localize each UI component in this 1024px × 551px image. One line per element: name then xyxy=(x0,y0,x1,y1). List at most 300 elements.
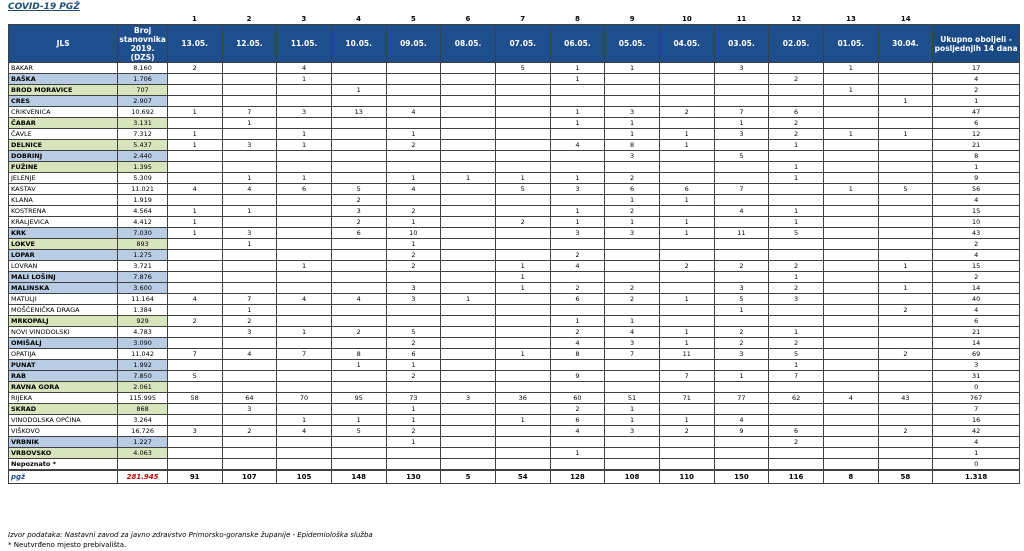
case-count-cell xyxy=(222,283,277,294)
case-count-cell xyxy=(823,415,878,426)
case-count-cell xyxy=(167,118,222,129)
case-count-cell xyxy=(331,459,386,471)
case-count-cell xyxy=(222,338,277,349)
header-date: 08.05. xyxy=(441,25,496,63)
case-count-cell: 5 xyxy=(769,349,824,360)
case-count-cell: 2 xyxy=(386,371,441,382)
case-count-cell xyxy=(167,283,222,294)
case-count-cell xyxy=(769,85,824,96)
case-count-cell xyxy=(878,272,933,283)
case-count-cell xyxy=(714,74,769,85)
column-number: 8 xyxy=(574,14,580,23)
case-count-cell xyxy=(277,305,332,316)
table-row xyxy=(9,217,1020,228)
case-count-cell xyxy=(386,151,441,162)
case-count-cell xyxy=(878,459,933,471)
case-count-cell: 2 xyxy=(331,327,386,338)
pgz-logo: pgž xyxy=(9,470,118,484)
case-count-cell xyxy=(878,338,933,349)
case-count-cell xyxy=(441,118,496,129)
case-count-cell: 11 xyxy=(714,228,769,239)
case-count-cell xyxy=(277,118,332,129)
population-cell: 707 xyxy=(118,85,168,96)
municipality-name: RAVNA GORA xyxy=(9,382,118,393)
municipality-name: MALINSKA xyxy=(9,283,118,294)
case-count-cell xyxy=(550,437,605,448)
case-count-cell: 7 xyxy=(659,371,714,382)
case-count-cell: 3 xyxy=(714,349,769,360)
case-count-cell xyxy=(550,360,605,371)
case-count-cell xyxy=(167,239,222,250)
table-row xyxy=(9,294,1020,305)
case-count-cell xyxy=(659,360,714,371)
table-row xyxy=(9,415,1020,426)
daily-total-cell: 107 xyxy=(222,470,277,484)
case-count-cell: 5 xyxy=(167,371,222,382)
case-count-cell xyxy=(222,74,277,85)
case-count-cell xyxy=(277,459,332,471)
municipality-name: OPATIJA xyxy=(9,349,118,360)
municipality-name: ČAVLE xyxy=(9,129,118,140)
municipality-name: LOPAR xyxy=(9,250,118,261)
municipality-name: BAŠKA xyxy=(9,74,118,85)
table-row xyxy=(9,250,1020,261)
case-count-cell xyxy=(331,173,386,184)
case-count-cell xyxy=(878,382,933,393)
row-total-cell: 21 xyxy=(933,140,1020,151)
table-row xyxy=(9,195,1020,206)
case-count-cell xyxy=(222,448,277,459)
daily-total-cell: 108 xyxy=(605,470,660,484)
population-cell: 1.706 xyxy=(118,74,168,85)
case-count-cell: 2 xyxy=(714,327,769,338)
case-count-cell xyxy=(878,294,933,305)
case-count-cell xyxy=(167,272,222,283)
case-count-cell xyxy=(495,162,550,173)
case-count-cell: 1 xyxy=(550,63,605,74)
case-count-cell xyxy=(823,162,878,173)
case-count-cell: 1 xyxy=(222,239,277,250)
case-count-cell: 2 xyxy=(550,283,605,294)
case-count-cell: 7 xyxy=(277,349,332,360)
case-count-cell xyxy=(769,448,824,459)
table-row xyxy=(9,327,1020,338)
case-count-cell: 1 xyxy=(495,283,550,294)
case-count-cell xyxy=(222,272,277,283)
case-count-cell xyxy=(441,228,496,239)
case-count-cell xyxy=(441,371,496,382)
case-count-cell xyxy=(823,173,878,184)
case-count-cell xyxy=(714,382,769,393)
case-count-cell xyxy=(605,448,660,459)
column-number: 5 xyxy=(410,14,416,23)
table-row xyxy=(9,107,1020,118)
case-count-cell xyxy=(495,371,550,382)
case-count-cell xyxy=(222,151,277,162)
case-count-cell: 4 xyxy=(605,327,660,338)
case-count-cell xyxy=(495,206,550,217)
table-row xyxy=(9,360,1020,371)
case-count-cell: 9 xyxy=(550,371,605,382)
case-count-cell: 6 xyxy=(769,107,824,118)
case-count-cell: 1 xyxy=(659,217,714,228)
case-count-cell: 1 xyxy=(714,305,769,316)
case-count-cell: 1 xyxy=(495,173,550,184)
case-count-cell xyxy=(659,151,714,162)
case-count-cell xyxy=(659,305,714,316)
case-count-cell: 3 xyxy=(222,228,277,239)
population-cell: 4.063 xyxy=(118,448,168,459)
case-count-cell xyxy=(878,74,933,85)
population-cell: 1.395 xyxy=(118,162,168,173)
case-count-cell xyxy=(659,173,714,184)
case-count-cell: 6 xyxy=(277,184,332,195)
header-date: 05.05. xyxy=(605,25,660,63)
case-count-cell: 1 xyxy=(550,206,605,217)
case-count-cell xyxy=(331,129,386,140)
case-count-cell xyxy=(441,162,496,173)
municipality-name: CRIKVENICA xyxy=(9,107,118,118)
case-count-cell: 3 xyxy=(605,426,660,437)
row-total-cell: 10 xyxy=(933,217,1020,228)
case-count-cell xyxy=(769,96,824,107)
population-cell: 16.726 xyxy=(118,426,168,437)
case-count-cell xyxy=(167,261,222,272)
population-cell: 929 xyxy=(118,316,168,327)
case-count-cell: 1 xyxy=(605,415,660,426)
case-count-cell xyxy=(823,74,878,85)
row-total-cell: 15 xyxy=(933,206,1020,217)
case-count-cell xyxy=(714,404,769,415)
case-count-cell: 1 xyxy=(277,74,332,85)
case-count-cell: 1 xyxy=(714,371,769,382)
case-count-cell: 6 xyxy=(386,349,441,360)
case-count-cell xyxy=(823,272,878,283)
case-count-cell xyxy=(823,228,878,239)
case-count-cell: 1 xyxy=(769,327,824,338)
case-count-cell xyxy=(659,74,714,85)
case-count-cell: 3 xyxy=(441,393,496,404)
case-count-cell: 2 xyxy=(386,140,441,151)
case-count-cell: 3 xyxy=(550,228,605,239)
daily-total-cell: 128 xyxy=(550,470,605,484)
case-count-cell: 70 xyxy=(277,393,332,404)
column-number: 7 xyxy=(520,14,526,23)
daily-total-cell: 91 xyxy=(167,470,222,484)
case-count-cell: 3 xyxy=(222,140,277,151)
table-row xyxy=(9,382,1020,393)
case-count-cell xyxy=(605,85,660,96)
case-count-cell xyxy=(277,283,332,294)
case-count-cell xyxy=(769,382,824,393)
case-count-cell: 1 xyxy=(550,107,605,118)
population-cell: 1.919 xyxy=(118,195,168,206)
case-count-cell xyxy=(659,206,714,217)
case-count-cell xyxy=(441,459,496,471)
case-count-cell xyxy=(878,415,933,426)
case-count-cell xyxy=(605,371,660,382)
municipality-name: LOVRAN xyxy=(9,261,118,272)
case-count-cell: 6 xyxy=(659,184,714,195)
case-count-cell: 7 xyxy=(605,349,660,360)
daily-total-cell: 58 xyxy=(878,470,933,484)
population-cell: 3.264 xyxy=(118,415,168,426)
row-total-cell: 56 xyxy=(933,184,1020,195)
case-count-cell xyxy=(823,382,878,393)
case-count-cell: 1 xyxy=(550,118,605,129)
case-count-cell: 1 xyxy=(495,349,550,360)
case-count-cell xyxy=(222,195,277,206)
table-row xyxy=(9,184,1020,195)
case-count-cell xyxy=(659,272,714,283)
case-count-cell: 2 xyxy=(714,261,769,272)
case-count-cell: 1 xyxy=(659,129,714,140)
case-count-cell xyxy=(441,261,496,272)
case-count-cell xyxy=(167,151,222,162)
header-row xyxy=(9,25,1020,63)
case-count-cell xyxy=(659,448,714,459)
row-total-cell: 15 xyxy=(933,261,1020,272)
row-total-cell: 4 xyxy=(933,195,1020,206)
case-count-cell xyxy=(714,162,769,173)
case-count-cell: 2 xyxy=(878,305,933,316)
case-count-cell xyxy=(823,327,878,338)
case-count-cell xyxy=(167,415,222,426)
case-count-cell xyxy=(878,228,933,239)
population-cell: 2.440 xyxy=(118,151,168,162)
case-count-cell: 2 xyxy=(605,206,660,217)
case-count-cell: 4 xyxy=(550,261,605,272)
case-count-cell: 6 xyxy=(550,415,605,426)
summary-row xyxy=(9,470,1020,484)
case-count-cell xyxy=(495,382,550,393)
case-count-cell xyxy=(769,415,824,426)
case-count-cell xyxy=(277,217,332,228)
case-count-cell xyxy=(441,85,496,96)
table-row xyxy=(9,459,1020,471)
case-count-cell: 2 xyxy=(769,118,824,129)
case-count-cell xyxy=(550,195,605,206)
case-count-cell xyxy=(550,239,605,250)
table-row xyxy=(9,371,1020,382)
case-count-cell: 4 xyxy=(550,140,605,151)
case-count-cell xyxy=(441,107,496,118)
case-count-cell xyxy=(441,184,496,195)
covid-cases-table xyxy=(8,24,1020,484)
case-count-cell xyxy=(386,459,441,471)
case-count-cell: 2 xyxy=(769,129,824,140)
case-count-cell: 1 xyxy=(605,217,660,228)
case-count-cell xyxy=(222,261,277,272)
case-count-cell: 7 xyxy=(714,107,769,118)
case-count-cell: 1 xyxy=(386,239,441,250)
case-count-cell xyxy=(495,316,550,327)
population-cell: 3.090 xyxy=(118,338,168,349)
daily-total-cell: 54 xyxy=(495,470,550,484)
population-cell xyxy=(118,459,168,471)
population-cell: 11.042 xyxy=(118,349,168,360)
daily-total-cell: 148 xyxy=(331,470,386,484)
case-count-cell: 4 xyxy=(714,206,769,217)
population-cell: 893 xyxy=(118,239,168,250)
case-count-cell xyxy=(659,404,714,415)
row-total-cell: 2 xyxy=(933,85,1020,96)
case-count-cell: 1 xyxy=(659,195,714,206)
case-count-cell xyxy=(605,360,660,371)
case-count-cell xyxy=(659,85,714,96)
case-count-cell: 2 xyxy=(386,426,441,437)
case-count-cell xyxy=(331,63,386,74)
case-count-cell: 5 xyxy=(495,184,550,195)
case-count-cell xyxy=(823,349,878,360)
population-cell: 11.164 xyxy=(118,294,168,305)
case-count-cell xyxy=(605,250,660,261)
row-total-cell: 2 xyxy=(933,239,1020,250)
case-count-cell xyxy=(495,118,550,129)
population-cell: 1.227 xyxy=(118,437,168,448)
case-count-cell: 2 xyxy=(331,195,386,206)
case-count-cell xyxy=(331,316,386,327)
case-count-cell: 3 xyxy=(277,107,332,118)
case-count-cell xyxy=(605,272,660,283)
case-count-cell xyxy=(386,195,441,206)
case-count-cell xyxy=(441,382,496,393)
population-cell: 3.721 xyxy=(118,261,168,272)
population-cell: 115.995 xyxy=(118,393,168,404)
case-count-cell xyxy=(441,448,496,459)
population-cell: 5.437 xyxy=(118,140,168,151)
case-count-cell xyxy=(495,294,550,305)
case-count-cell: 1 xyxy=(878,129,933,140)
row-total-cell: 4 xyxy=(933,250,1020,261)
case-count-cell: 5 xyxy=(714,294,769,305)
population-cell: 2.061 xyxy=(118,382,168,393)
case-count-cell xyxy=(714,173,769,184)
row-total-cell: 17 xyxy=(933,63,1020,74)
case-count-cell xyxy=(495,338,550,349)
table-row xyxy=(9,338,1020,349)
header-date: 06.05. xyxy=(550,25,605,63)
case-count-cell: 1 xyxy=(277,173,332,184)
header-date: 04.05. xyxy=(659,25,714,63)
case-count-cell: 2 xyxy=(550,327,605,338)
case-count-cell xyxy=(878,250,933,261)
case-count-cell xyxy=(386,74,441,85)
case-count-cell xyxy=(277,437,332,448)
case-count-cell xyxy=(167,360,222,371)
row-total-cell: 14 xyxy=(933,338,1020,349)
case-count-cell: 1 xyxy=(605,118,660,129)
case-count-cell: 4 xyxy=(386,107,441,118)
case-count-cell: 4 xyxy=(823,393,878,404)
case-count-cell: 11 xyxy=(659,349,714,360)
case-count-cell: 1 xyxy=(386,437,441,448)
case-count-cell: 58 xyxy=(167,393,222,404)
case-count-cell xyxy=(495,239,550,250)
case-count-cell: 2 xyxy=(605,173,660,184)
case-count-cell xyxy=(823,118,878,129)
case-count-cell xyxy=(878,327,933,338)
municipality-name: KOSTRENA xyxy=(9,206,118,217)
population-cell: 7.312 xyxy=(118,129,168,140)
case-count-cell xyxy=(167,404,222,415)
case-count-cell: 1 xyxy=(769,140,824,151)
case-count-cell: 1 xyxy=(386,217,441,228)
case-count-cell: 5 xyxy=(714,151,769,162)
case-count-cell: 5 xyxy=(331,184,386,195)
case-count-cell: 3 xyxy=(714,129,769,140)
case-count-cell: 2 xyxy=(222,426,277,437)
case-count-cell xyxy=(441,305,496,316)
population-total: 281.945 xyxy=(118,470,168,484)
case-count-cell xyxy=(441,360,496,371)
case-count-cell xyxy=(441,426,496,437)
case-count-cell xyxy=(769,151,824,162)
case-count-cell xyxy=(550,382,605,393)
case-count-cell xyxy=(441,195,496,206)
municipality-name: FUŽINE xyxy=(9,162,118,173)
case-count-cell: 71 xyxy=(659,393,714,404)
case-count-cell xyxy=(769,404,824,415)
case-count-cell xyxy=(495,107,550,118)
case-count-cell: 2 xyxy=(386,206,441,217)
case-count-cell: 3 xyxy=(605,151,660,162)
population-cell: 4.412 xyxy=(118,217,168,228)
document-title: COVID-19 PGŽ xyxy=(8,2,80,12)
row-total-cell: 43 xyxy=(933,228,1020,239)
case-count-cell: 1 xyxy=(659,294,714,305)
case-count-cell: 1 xyxy=(823,129,878,140)
case-count-cell xyxy=(167,382,222,393)
case-count-cell: 2 xyxy=(605,294,660,305)
case-count-cell: 3 xyxy=(550,184,605,195)
case-count-cell xyxy=(495,327,550,338)
table-row xyxy=(9,206,1020,217)
case-count-cell: 1 xyxy=(167,129,222,140)
case-count-cell xyxy=(878,371,933,382)
case-count-cell xyxy=(823,305,878,316)
row-total-cell: 16 xyxy=(933,415,1020,426)
case-count-cell xyxy=(769,305,824,316)
case-count-cell: 1 xyxy=(331,85,386,96)
municipality-name: LOKVE xyxy=(9,239,118,250)
case-count-cell xyxy=(823,437,878,448)
case-count-cell: 1 xyxy=(823,63,878,74)
case-count-cell xyxy=(823,261,878,272)
case-count-cell: 1 xyxy=(769,206,824,217)
case-count-cell xyxy=(331,283,386,294)
case-count-cell: 2 xyxy=(550,404,605,415)
row-total-cell: 47 xyxy=(933,107,1020,118)
municipality-name: NOVI VINODOLSKI xyxy=(9,327,118,338)
case-count-cell: 2 xyxy=(878,349,933,360)
case-count-cell: 13 xyxy=(331,107,386,118)
case-count-cell xyxy=(714,195,769,206)
municipality-name: VIŠKOVO xyxy=(9,426,118,437)
case-count-cell: 1 xyxy=(495,415,550,426)
case-count-cell xyxy=(277,448,332,459)
case-count-cell xyxy=(878,63,933,74)
header-jls: JLS xyxy=(9,25,118,63)
case-count-cell xyxy=(714,448,769,459)
case-count-cell xyxy=(441,206,496,217)
case-count-cell xyxy=(878,360,933,371)
case-count-cell: 4 xyxy=(222,349,277,360)
case-count-cell xyxy=(331,371,386,382)
table-row xyxy=(9,151,1020,162)
case-count-cell xyxy=(495,305,550,316)
case-count-cell: 1 xyxy=(659,338,714,349)
